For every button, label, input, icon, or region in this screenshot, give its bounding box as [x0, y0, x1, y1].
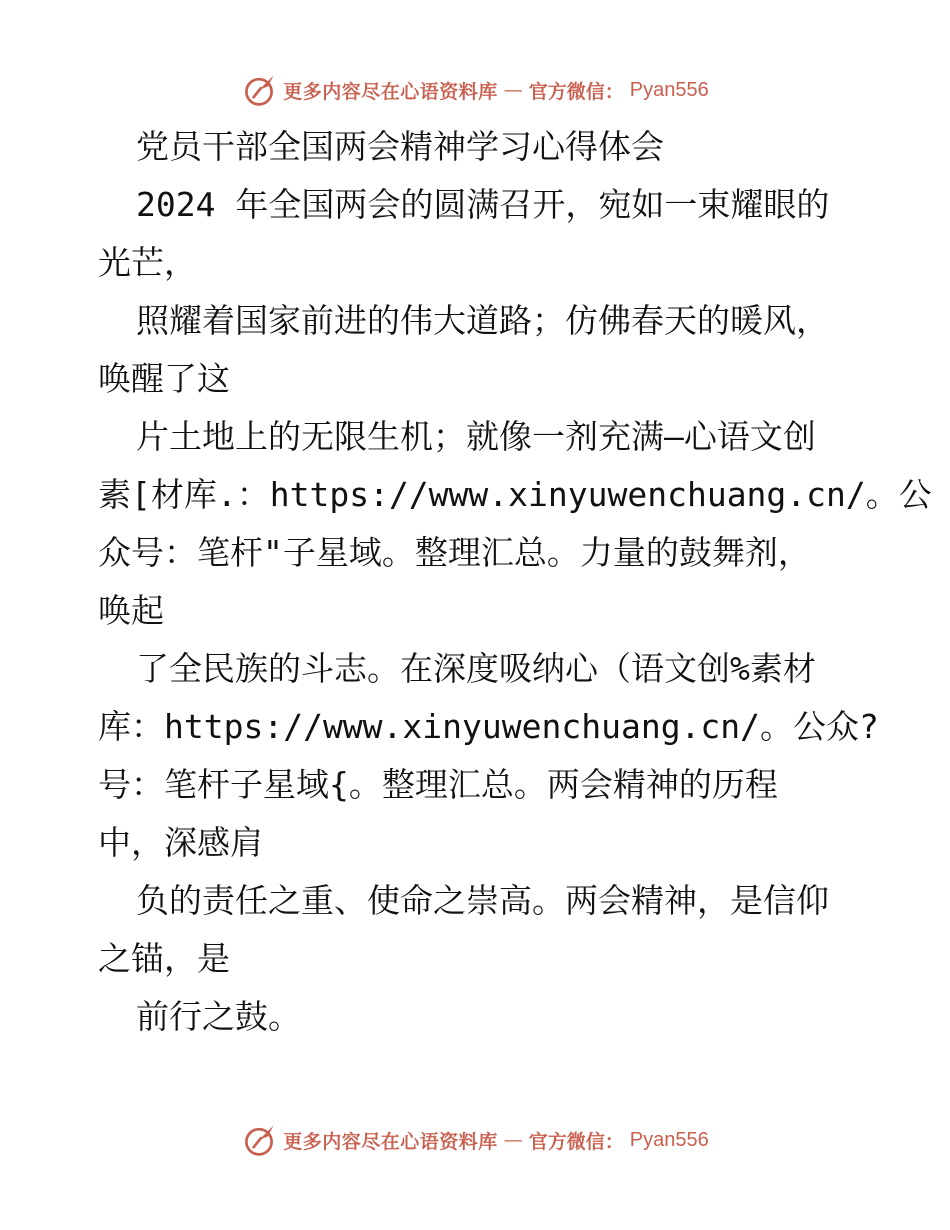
paragraph-line: 唤起	[98, 591, 164, 630]
banner-wechat-id: Pyan556	[629, 78, 709, 101]
banner-text: 更多内容尽在心语资料库	[283, 1130, 498, 1153]
document-title: 党员干部全国两会精神学习心得体会	[136, 127, 664, 166]
paragraph-line: 前行之鼓。	[136, 997, 301, 1036]
footer-banner	[0, 1120, 950, 1160]
paragraph-line: 了全民族的斗志。在深度吸纳心（语文创%素材	[136, 649, 816, 688]
paragraph-line: 素[材库.：https://www.xinyuwenchuang.cn/。公	[98, 475, 932, 514]
paragraph-line: 片土地上的无限生机；就像一剂充满—心语文创	[136, 417, 816, 456]
paragraph-line: 负的责任之重、使命之崇高。两会精神，是信仰	[136, 881, 829, 920]
banner-text: 更多内容尽在心语资料库	[283, 80, 498, 103]
banner-separator: —	[503, 1129, 523, 1151]
paragraph-line: 2024 年全国两会的圆满召开，宛如一束耀眼的	[136, 185, 830, 224]
paragraph-line: 号：笔杆子星域{。整理汇总。两会精神的历程	[98, 765, 778, 804]
paragraph-line: 众号：笔杆"子星域。整理汇总。力量的鼓舞剂，	[98, 533, 811, 572]
document-body	[98, 118, 932, 1046]
paragraph-line: 库：https://www.xinyuwenchuang.cn/。公众?	[98, 707, 879, 746]
paragraph-line: 中，深感肩	[98, 823, 263, 862]
paragraph-line: 照耀着国家前进的伟大道路；仿佛春天的暖风，	[136, 301, 829, 340]
quill-logo-icon	[241, 72, 277, 108]
banner-official-label: 官方微信：	[528, 1130, 624, 1153]
header-banner	[0, 70, 950, 110]
quill-logo-icon	[241, 1122, 277, 1158]
banner-wechat-id: Pyan556	[629, 1128, 709, 1151]
paragraph-line: 之锚，是	[98, 939, 230, 978]
paragraph-line: 光芒，	[98, 243, 197, 282]
banner-official-label: 官方微信：	[528, 80, 624, 103]
banner-separator: —	[503, 79, 523, 101]
paragraph-line: 唤醒了这	[98, 359, 230, 398]
